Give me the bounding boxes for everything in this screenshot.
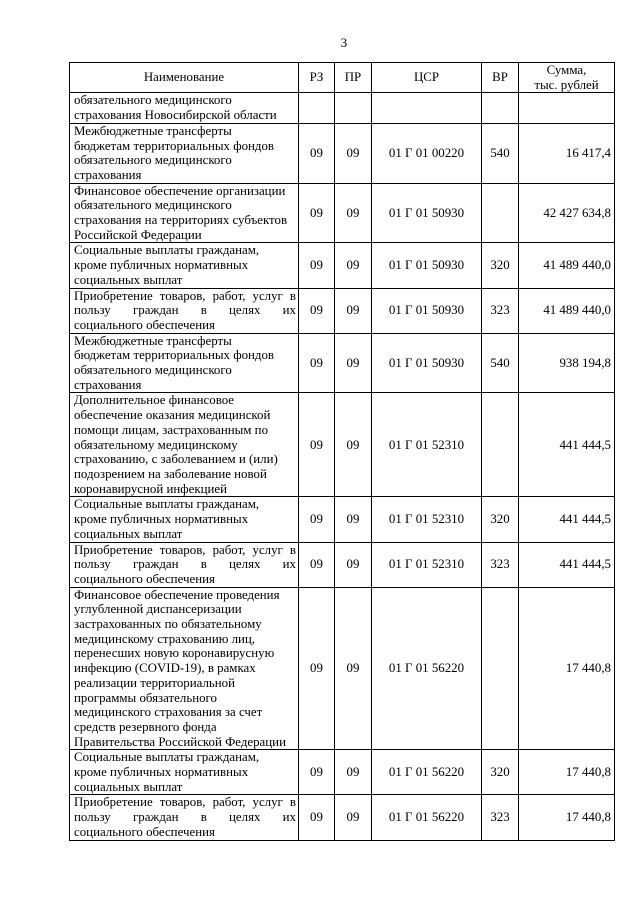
text-line: обязательному медицинскому: [74, 437, 238, 452]
text-line: средств резервного фонда: [74, 719, 217, 734]
csr-cell: 01 Г 01 56220: [372, 795, 482, 840]
text-line: социальных выплат: [74, 272, 183, 287]
name-cell: [70, 333, 299, 393]
vr-cell: 320: [482, 497, 519, 542]
rz-cell: 09: [299, 243, 335, 288]
sum-cell: 41 489 440,0: [519, 288, 615, 333]
rz-cell: 09: [299, 333, 335, 393]
name-cell: [70, 750, 299, 795]
csr-cell: 01 Г 01 50930: [372, 333, 482, 393]
vr-cell: 320: [482, 750, 519, 795]
text-line: медицинского страхования за счет: [74, 705, 263, 720]
text-line: обязательного медицинского: [74, 93, 232, 108]
text-line: Сумма,: [546, 63, 587, 77]
text-line: обеспечение оказания медицинской: [74, 408, 271, 423]
rz-cell: [299, 93, 335, 123]
text-line: социального обеспечения: [74, 824, 215, 839]
text-line: страхования: [74, 167, 142, 182]
text-line: Приобретение товаров, работ, услуг в: [74, 542, 296, 557]
table-row: [70, 123, 615, 183]
rz-cell: 09: [299, 542, 335, 587]
header-pr: ПР: [335, 63, 372, 93]
csr-cell: 01 Г 01 52310: [372, 497, 482, 542]
text-line: застрахованных по обязательному: [74, 617, 262, 632]
vr-cell: 323: [482, 288, 519, 333]
text-line: обязательного медицинского: [74, 198, 232, 213]
name-cell: [70, 288, 299, 333]
text-line: бюджетам территориальных фондов: [74, 138, 274, 153]
name-cell: [70, 795, 299, 840]
rz-cell: 09: [299, 288, 335, 333]
text-line: социального обеспечения: [74, 317, 215, 332]
text-line: бюджетам территориальных фондов: [74, 348, 274, 363]
sum-cell: 938 194,8: [519, 333, 615, 393]
text-line: Социальные выплаты гражданам,: [74, 497, 260, 512]
table-row: [70, 333, 615, 393]
pr-cell: 09: [335, 123, 372, 183]
pr-cell: [335, 93, 372, 123]
sum-cell: 441 444,5: [519, 497, 615, 542]
pr-cell: 09: [335, 795, 372, 840]
vr-cell: 323: [482, 542, 519, 587]
vr-cell: [482, 183, 519, 243]
pr-cell: 09: [335, 497, 372, 542]
text-line: Социальные выплаты гражданам,: [74, 750, 260, 765]
text-line: пользу граждан в целях их: [74, 303, 296, 318]
sum-cell: 17 440,8: [519, 750, 615, 795]
text-line: Дополнительное финансовое: [74, 393, 235, 408]
pr-cell: 09: [335, 587, 372, 750]
table-row: [70, 497, 615, 542]
text-line: Межбюджетные трансферты: [74, 333, 232, 348]
sum-cell: 441 444,5: [519, 542, 615, 587]
header-vr: ВР: [482, 63, 519, 93]
text-line: программы обязательного: [74, 690, 217, 705]
rz-cell: 09: [299, 795, 335, 840]
text-line: Правительства Российской Федерации: [74, 734, 286, 749]
text-line: обязательного медицинского: [74, 153, 232, 168]
name-cell: [70, 243, 299, 288]
text-line: кроме публичных нормативных: [74, 258, 249, 273]
table-row: [70, 393, 615, 497]
pr-cell: 09: [335, 750, 372, 795]
header-sum: [519, 63, 615, 93]
text-line: инфекцию (COVID-19), в рамках: [74, 661, 256, 676]
rz-cell: 09: [299, 497, 335, 542]
pr-cell: 09: [335, 333, 372, 393]
text-line: страхованию, с заболеванием и (или): [74, 452, 278, 467]
vr-cell: 540: [482, 123, 519, 183]
csr-cell: 01 Г 01 50930: [372, 243, 482, 288]
text-line: перенесших новую коронавирусную: [74, 646, 275, 661]
table-row: [70, 183, 615, 243]
pr-cell: 09: [335, 183, 372, 243]
text-line: помощи лицам, застрахованным по: [74, 422, 269, 437]
csr-cell: 01 Г 01 52310: [372, 542, 482, 587]
pr-cell: 09: [335, 243, 372, 288]
rz-cell: 09: [299, 587, 335, 750]
table-row: [70, 93, 615, 123]
text-line: пользу граждан в целях их: [74, 810, 296, 825]
text-line: Приобретение товаров, работ, услуг в: [74, 288, 296, 303]
text-line: социальных выплат: [74, 779, 183, 794]
rz-cell: 09: [299, 183, 335, 243]
table-row: [70, 587, 615, 750]
name-cell: [70, 93, 299, 123]
csr-cell: 01 Г 01 00220: [372, 123, 482, 183]
table-row: [70, 243, 615, 288]
name-cell: [70, 123, 299, 183]
csr-cell: 01 Г 01 52310: [372, 393, 482, 497]
name-cell: [70, 497, 299, 542]
pr-cell: 09: [335, 393, 372, 497]
sum-cell: 41 489 440,0: [519, 243, 615, 288]
sum-cell: [519, 93, 615, 123]
csr-cell: 01 Г 01 56220: [372, 587, 482, 750]
pr-cell: 09: [335, 288, 372, 333]
csr-cell: [372, 93, 482, 123]
csr-cell: 01 Г 01 50930: [372, 288, 482, 333]
sum-cell: 17 440,8: [519, 795, 615, 840]
csr-cell: 01 Г 01 56220: [372, 750, 482, 795]
header-rz: РЗ: [299, 63, 335, 93]
rz-cell: 09: [299, 123, 335, 183]
page-number: 3: [340, 36, 348, 50]
text-line: кроме публичных нормативных: [74, 512, 249, 527]
header-row: [70, 63, 615, 93]
text-line: углубленной диспансеризации: [74, 602, 242, 617]
text-line: Приобретение товаров, работ, услуг в: [74, 795, 296, 810]
sum-cell: 42 427 634,8: [519, 183, 615, 243]
text-line: обязательного медицинского: [74, 363, 232, 378]
sum-cell: 16 417,4: [519, 123, 615, 183]
text-line: Межбюджетные трансферты: [74, 123, 232, 138]
text-line: социального обеспечения: [74, 571, 215, 586]
text-line: реализации территориальной: [74, 675, 236, 690]
vr-cell: [482, 93, 519, 123]
text-line: Социальные выплаты гражданам,: [74, 243, 260, 258]
table-row: [70, 795, 615, 840]
text-line: страхования: [74, 377, 142, 392]
text-line: пользу граждан в целях их: [74, 557, 296, 572]
name-cell: [70, 542, 299, 587]
rz-cell: 09: [299, 750, 335, 795]
text-line: страхования Новосибирской области: [74, 108, 277, 123]
name-cell: [70, 183, 299, 243]
text-line: коронавирусной инфекцией: [74, 481, 228, 496]
vr-cell: 320: [482, 243, 519, 288]
text-line: социальных выплат: [74, 526, 183, 541]
text-line: Финансовое обеспечение проведения: [74, 587, 280, 602]
vr-cell: [482, 587, 519, 750]
text-line: подозрением на заболевание новой: [74, 466, 267, 481]
table-row: [70, 542, 615, 587]
header-name: Наименование: [70, 63, 299, 93]
csr-cell: 01 Г 01 50930: [372, 183, 482, 243]
budget-table: [69, 62, 615, 841]
table-row: [70, 288, 615, 333]
text-line: страхования на территориях субъектов: [74, 213, 288, 228]
vr-cell: 323: [482, 795, 519, 840]
vr-cell: 540: [482, 333, 519, 393]
name-cell: [70, 587, 299, 750]
name-cell: [70, 393, 299, 497]
text-line: медицинскому страхованию лиц,: [74, 631, 256, 646]
rz-cell: 09: [299, 393, 335, 497]
text-line: Финансовое обеспечение организации: [74, 183, 286, 198]
text-line: кроме публичных нормативных: [74, 765, 249, 780]
sum-cell: 17 440,8: [519, 587, 615, 750]
text-line: тыс. рублей: [534, 77, 599, 92]
text-line: Российской Федерации: [74, 227, 202, 242]
header-csr: ЦСР: [372, 63, 482, 93]
pr-cell: 09: [335, 542, 372, 587]
sum-cell: 441 444,5: [519, 393, 615, 497]
vr-cell: [482, 393, 519, 497]
table-row: [70, 750, 615, 795]
